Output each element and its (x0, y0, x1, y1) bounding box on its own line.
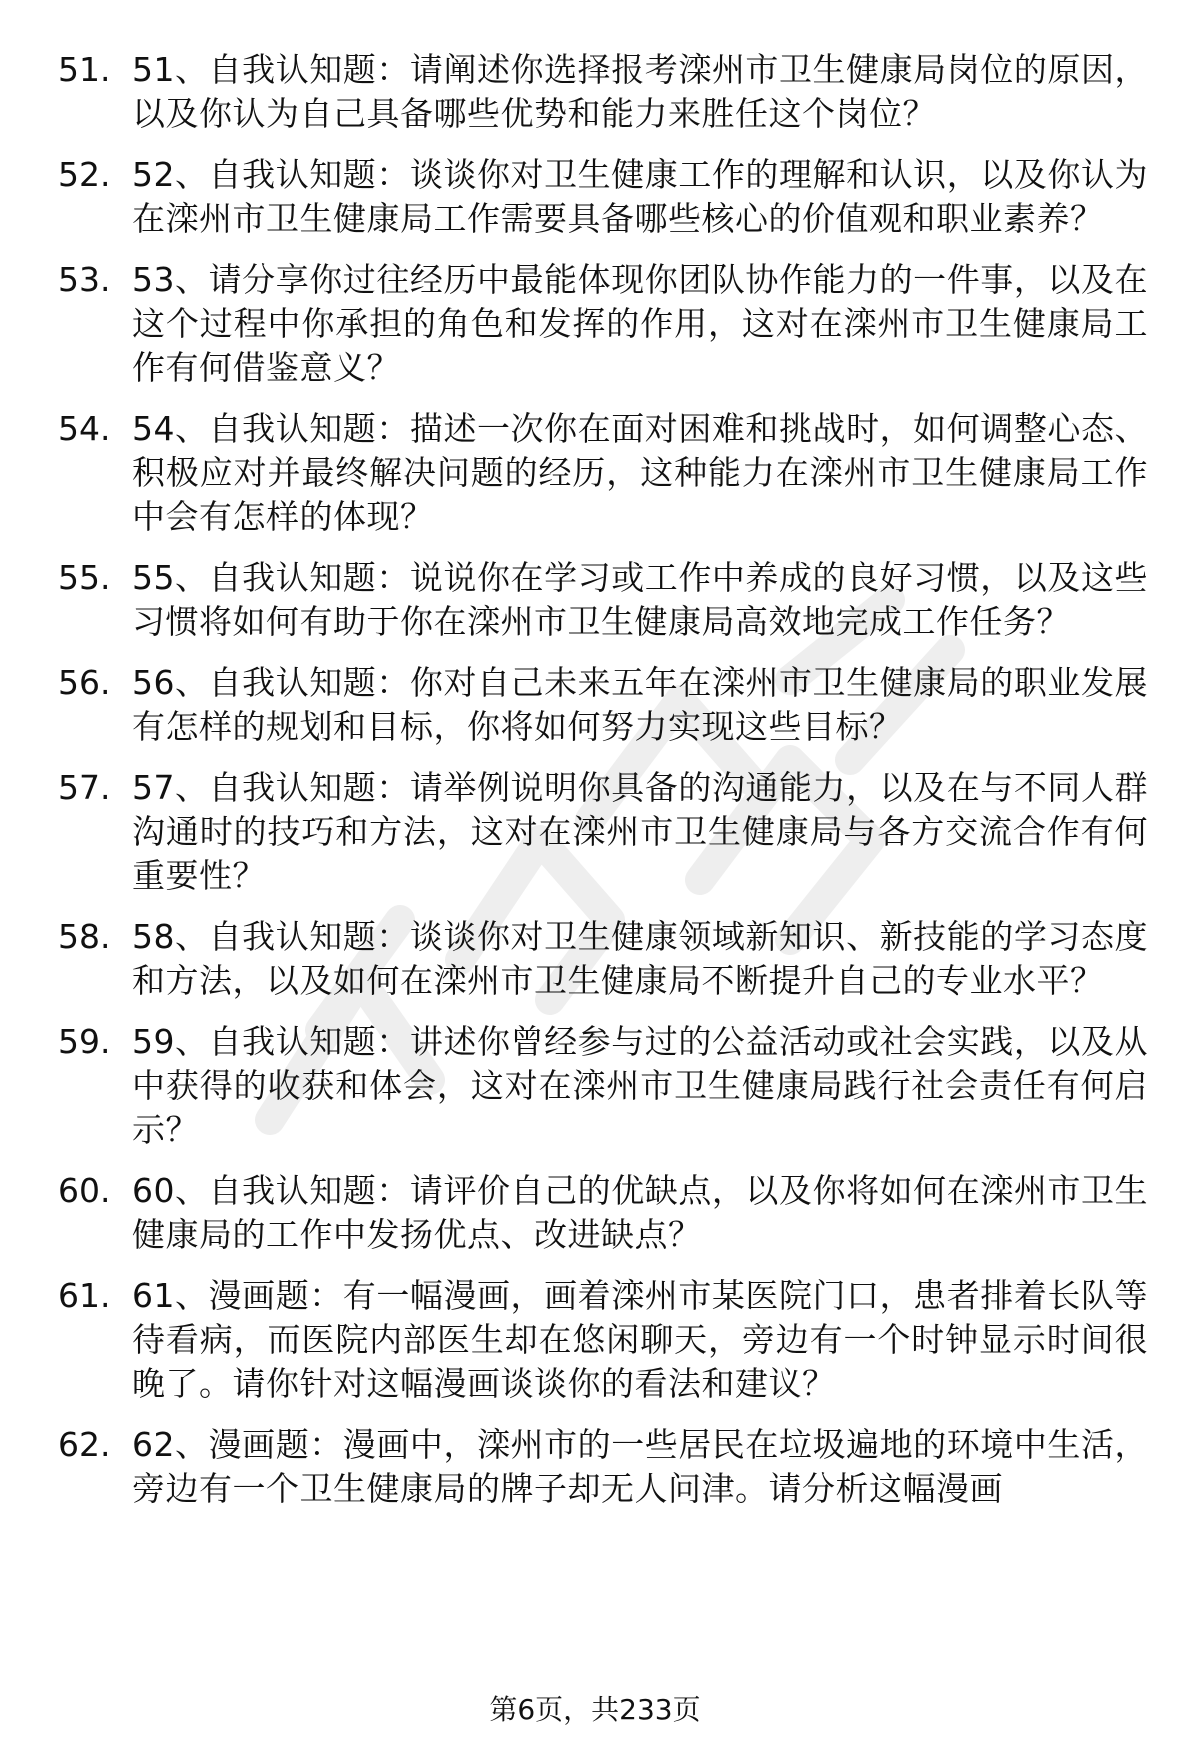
question-item (58, 407, 1148, 539)
question-text: 54、自我认知题：描述一次你在面对困难和挑战时，如何调整心态、积极应对并最终解决问题的经历，这种能力在滦州市卫生健康局工作中会有怎样的体现？ (132, 409, 1148, 536)
question-number: 53. (58, 260, 111, 299)
question-item (58, 48, 1148, 136)
question-item (58, 556, 1148, 644)
question-number: 54. (58, 409, 111, 448)
question-item (58, 1169, 1148, 1257)
question-text: 60、自我认知题：请评价自己的优缺点，以及你将如何在滦州市卫生健康局的工作中发扬优点、改进缺点？ (132, 1171, 1148, 1254)
question-item (58, 258, 1148, 390)
question-item (58, 1274, 1148, 1406)
question-item (58, 1423, 1148, 1511)
question-text: 55、自我认知题：说说你在学习或工作中养成的良好习惯，以及这些习惯将如何有助于你在滦州市卫生健康局高效地完成工作任务？ (132, 558, 1148, 641)
question-text: 62、漫画题：漫画中，滦州市的一些居民在垃圾遍地的环境中生活，旁边有一个卫生健康局的牌子却无人问津。请分析这幅漫画 (132, 1425, 1148, 1508)
question-item (58, 915, 1148, 1003)
question-text: 52、自我认知题：谈谈你对卫生健康工作的理解和认识，以及你认为在滦州市卫生健康局工作需要具备哪些核心的价值观和职业素养？ (132, 155, 1148, 238)
question-item (58, 153, 1148, 241)
page-footer (0, 1690, 1190, 1730)
question-item (58, 661, 1148, 749)
question-text: 51、自我认知题：请阐述你选择报考滦州市卫生健康局岗位的原因，以及你认为自己具备哪些优势和能力来胜任这个岗位？ (132, 50, 1148, 133)
question-text: 53、请分享你过往经历中最能体现你团队协作能力的一件事，以及在这个过程中你承担的角色和发挥的作用，这对在滦州市卫生健康局工作有何借鉴意义？ (132, 260, 1148, 387)
question-item (58, 1020, 1148, 1152)
question-number: 52. (58, 155, 111, 194)
question-number: 57. (58, 768, 111, 807)
question-number: 58. (58, 917, 111, 956)
question-item (58, 766, 1148, 898)
question-text: 57、自我认知题：请举例说明你具备的沟通能力，以及在与不同人群沟通时的技巧和方法，这对在滦州市卫生健康局与各方交流合作有何重要性？ (132, 768, 1148, 895)
question-text: 58、自我认知题：谈谈你对卫生健康领域新知识、新技能的学习态度和方法，以及如何在滦州市卫生健康局不断提升自己的专业水平？ (132, 917, 1148, 1000)
question-number: 60. (58, 1171, 111, 1210)
question-list (58, 48, 1148, 1528)
question-text: 56、自我认知题：你对自己未来五年在滦州市卫生健康局的职业发展有怎样的规划和目标，你将如何努力实现这些目标？ (132, 663, 1148, 746)
question-number: 55. (58, 558, 111, 597)
question-text: 61、漫画题：有一幅漫画，画着滦州市某医院门口，患者排着长队等待看病，而医院内部医生却在悠闲聊天，旁边有一个时钟显示时间很晚了。请你针对这幅漫画谈谈你的看法和建议？ (132, 1276, 1148, 1403)
question-number: 62. (58, 1425, 111, 1464)
question-number: 61. (58, 1276, 111, 1315)
question-number: 59. (58, 1022, 111, 1061)
question-text: 59、自我认知题：讲述你曾经参与过的公益活动或社会实践，以及从中获得的收获和体会，这对在滦州市卫生健康局践行社会责任有何启示？ (132, 1022, 1148, 1149)
question-number: 51. (58, 50, 111, 89)
question-number: 56. (58, 663, 111, 702)
page-number-label: 第6页，共233页 (489, 1693, 701, 1726)
